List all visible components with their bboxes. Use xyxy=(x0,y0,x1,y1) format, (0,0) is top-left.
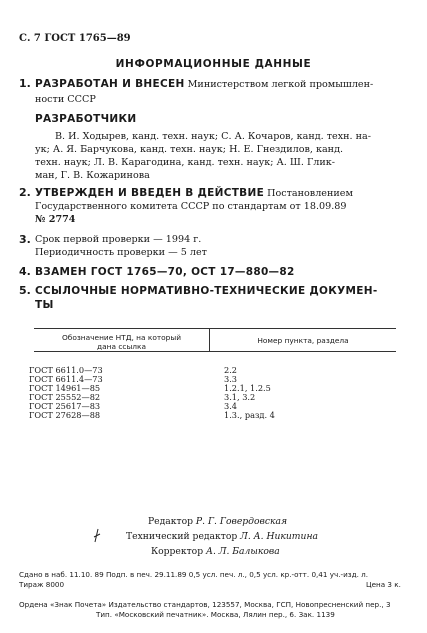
section-5-heading-cont: ТЫ xyxy=(35,299,54,311)
table-row-ref: 1.2.1, 1.2.5 xyxy=(224,383,271,393)
page-header: С. 7 ГОСТ 1765—89 xyxy=(19,33,131,44)
table-row-doc: ГОСТ 6611.0—73 xyxy=(29,365,103,375)
section-5-heading: ССЫЛОЧНЫЕ НОРМАТИВНО-ТЕХНИЧЕСКИЕ ДОКУМЕН- xyxy=(35,285,378,297)
section-1-text-cont: ности СССР xyxy=(35,94,96,105)
table-row-doc: ГОСТ 25617—83 xyxy=(29,401,101,411)
tech-editor-name: Л. А. Никитина xyxy=(240,531,318,542)
table-row-ref: 3.3 xyxy=(224,374,238,384)
corrector-name: А. Л. Балыкова xyxy=(206,546,280,557)
developers-line: техн. наук; Л. В. Карагодина, канд. техн. наук; А. Ш. Глик- xyxy=(35,157,336,168)
table-row-ref: 2.2 xyxy=(224,365,238,375)
table-top-rule xyxy=(34,328,396,329)
section-2-heading: УТВЕРЖДЕН И ВВЕДЕН В ДЕЙСТВИЕ xyxy=(35,187,265,199)
section-3-line: Срок первой проверки — 1994 г. xyxy=(35,234,202,245)
section-2-number: 2. xyxy=(19,186,31,199)
section-4-heading: ВЗАМЕН ГОСТ 1765—70, ОСТ 17—880—82 xyxy=(35,266,295,278)
editor-name: Р. Г. Говердовская xyxy=(195,516,288,527)
corrector-line: Корректор А. Л. Балыкова xyxy=(151,546,280,557)
section-2-text-cont: Государственного комитета СССР по стандартам от 18.09.89 xyxy=(35,201,347,212)
pen-mark-icon xyxy=(92,528,102,544)
tech-editor-line: Технический редактор Л. А. Никитина xyxy=(126,531,318,542)
section-5-number: 5. xyxy=(19,284,31,297)
section-4-number: 4. xyxy=(19,265,31,278)
imprint-printer: Тип. «Московский печатник». Москва, Лялин пер., 6. Зак. 1139 xyxy=(96,610,335,619)
table-row-doc: ГОСТ 27628—88 xyxy=(29,410,101,420)
section-1-heading: РАЗРАБОТАН И ВНЕСЕН xyxy=(35,78,185,90)
section-1-text: Министерством легкой промышлен- xyxy=(184,79,374,90)
developers-line: ук; А. Я. Барчукова, канд. техн. наук; Н. Е. Гнездилов, канд. xyxy=(35,144,344,155)
section-1-number: 1. xyxy=(19,77,31,90)
section-2-decree-number: № 2774 xyxy=(35,214,76,225)
imprint-price: Цена 3 к. xyxy=(366,580,401,589)
imprint-line: Сдано в наб. 11.10. 89 Подп. в печ. 29.11.89 0,5 усл. печ. л., 0,5 усл. кр.-отт. 0,41 уч.-изд. л. xyxy=(19,570,369,579)
table-header-rule xyxy=(34,351,396,352)
table-row-doc: ГОСТ 6611.4—73 xyxy=(29,374,103,384)
developers-heading: РАЗРАБОТЧИКИ xyxy=(35,113,137,125)
editor-line: Редактор Р. Г. Говердовская xyxy=(148,516,288,527)
developers-line: В. И. Ходырев, канд. техн. наук; С. А. Кочаров, канд. техн. на- xyxy=(55,131,371,142)
developers-line: ман, Г. В. Кожаринова xyxy=(35,170,150,181)
table-header-clause: Номер пункта, раздела xyxy=(257,336,349,345)
table-row-doc: ГОСТ 25552—82 xyxy=(29,392,101,402)
section-2-text: Постановлением xyxy=(264,188,353,199)
table-row-ref: 3.4 xyxy=(224,401,238,411)
imprint-circulation: Тираж 8000 xyxy=(19,580,65,589)
section-3-line: Периодичность проверки — 5 лет xyxy=(35,247,207,258)
table-row-doc: ГОСТ 14961—85 xyxy=(29,383,101,393)
imprint-publisher: Ордена «Знак Почета» Издательство стандартов, 123557, Москва, ГСП, Новопресненский пер., 3 xyxy=(19,600,391,609)
table-row-ref: 3.1, 3.2 xyxy=(224,392,256,402)
table-header-document: Обозначение НТД, на который дана ссылка xyxy=(61,333,182,351)
section-3-number: 3. xyxy=(19,233,31,246)
table-row-ref: 1.3., разд. 4 xyxy=(224,410,275,420)
section-title: ИНФОРМАЦИОННЫЕ ДАННЫЕ xyxy=(115,58,312,70)
